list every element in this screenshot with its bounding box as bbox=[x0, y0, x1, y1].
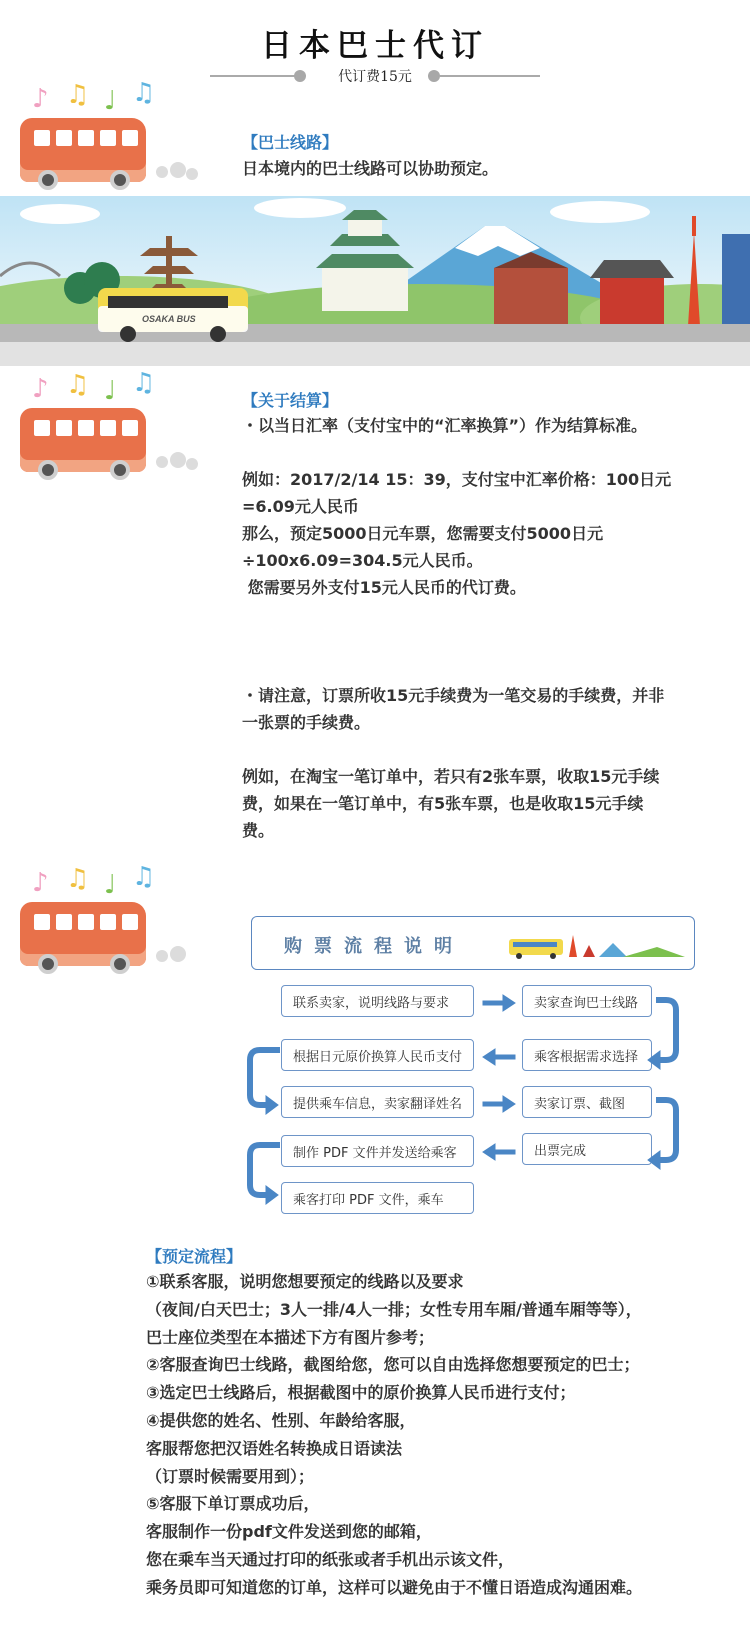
smoke-icon bbox=[156, 950, 168, 962]
music-note-icon: ♩ bbox=[104, 86, 117, 116]
wheel-icon bbox=[110, 170, 130, 190]
settlement-line: ÷100x6.09=304.5元人民币。 bbox=[242, 551, 483, 570]
music-note-icon: ♫ bbox=[66, 864, 90, 894]
arrow-head-icon bbox=[648, 1151, 660, 1169]
process-line: ③选定巴士线路后，根据截图中的原价换算人民币进行支付； bbox=[146, 1383, 576, 1403]
wheel-icon bbox=[110, 954, 130, 974]
divider-right bbox=[440, 75, 540, 77]
japan-landmarks-panorama bbox=[0, 196, 750, 366]
process-line: 客服帮您把汉语姓名转换成日语读法 bbox=[146, 1438, 403, 1458]
settlement-line bbox=[242, 655, 742, 682]
settlement-section-body bbox=[242, 412, 742, 844]
smoke-icon bbox=[186, 458, 198, 470]
arrow-left-icon bbox=[483, 1144, 515, 1160]
wheel-icon bbox=[38, 170, 58, 190]
settlement-line bbox=[242, 601, 742, 628]
music-note-icon: ♫ bbox=[66, 80, 90, 110]
process-line: 巴士座位类型在本描述下方有图片参考； bbox=[146, 1327, 435, 1347]
flow-step-box: 根据日元原价换算人民币支付 bbox=[281, 1039, 474, 1071]
arrow-head-icon bbox=[648, 1051, 660, 1069]
settlement-line: =6.09元人民币 bbox=[242, 497, 359, 516]
music-note-icon: ♫ bbox=[132, 862, 156, 892]
settlement-line: ・请注意，订票所收15元手续费为一笔交易的手续费，并非 bbox=[242, 686, 665, 705]
page-subtitle: 代订费15元 bbox=[338, 69, 412, 85]
settlement-line: 例如，在淘宝一笔订单中，若只有2张车票，收取15元手续 bbox=[242, 767, 660, 786]
flow-step-box: 卖家查询巴士线路 bbox=[522, 985, 652, 1017]
music-note-icon: ♫ bbox=[132, 78, 156, 108]
settlement-line: 那么，预定5000日元车票，您需要支付5000日元 bbox=[242, 524, 604, 543]
mini-landscape-icon bbox=[507, 925, 687, 961]
divider-dot-right bbox=[428, 70, 440, 82]
settlement-section-title: 【关于结算】 bbox=[242, 391, 339, 410]
flow-step-box: 提供乘车信息，卖家翻译姓名 bbox=[281, 1086, 474, 1118]
process-line: 客服制作一份pdf文件发送到您的邮箱， bbox=[146, 1522, 432, 1542]
arrow-right-icon bbox=[483, 995, 515, 1011]
bus-sign-text: OSAKA BUS bbox=[142, 314, 196, 324]
curved-arrow-icon bbox=[250, 1050, 280, 1105]
settlement-line: 例如：2017/2/14 15：39，支付宝中汇率价格：100日元 bbox=[242, 470, 672, 489]
wheel-icon bbox=[38, 954, 58, 974]
music-note-icon: ♩ bbox=[104, 376, 117, 406]
settlement-line: ・以当日汇率（支付宝中的“汇率换算”）作为结算标准。 bbox=[242, 416, 648, 435]
route-section-title: 【巴士线路】 bbox=[242, 133, 339, 152]
process-line: 您在乘车当天通过打印的纸张或者手机出示该文件， bbox=[146, 1549, 515, 1569]
settlement-line: 费。 bbox=[242, 821, 275, 840]
flow-step-box: 乘客根据需求选择 bbox=[522, 1039, 652, 1071]
process-section-title: 【预定流程】 bbox=[146, 1247, 243, 1266]
settlement-line bbox=[242, 736, 742, 763]
process-line: （订票时候需要用到）； bbox=[146, 1466, 315, 1486]
smoke-icon bbox=[170, 946, 186, 962]
wheel-icon bbox=[110, 460, 130, 480]
flow-step-box: 乘客打印 PDF 文件，乘车 bbox=[281, 1182, 474, 1214]
process-line: ②客服查询巴士线路，截图给您，您可以自由选择您想要预定的巴士； bbox=[146, 1355, 640, 1375]
divider-left bbox=[210, 75, 300, 77]
route-section-text: 日本境内的巴士线路可以协助预定。 bbox=[242, 159, 499, 178]
settlement-line: 一张票的手续费。 bbox=[242, 713, 371, 732]
music-note-icon: ♩ bbox=[104, 870, 117, 900]
process-line: （夜间/白天巴士；3人一排/4人一排；女性专用车厢/普通车厢等等）， bbox=[146, 1299, 642, 1319]
arrow-left-icon bbox=[483, 1049, 515, 1065]
music-note-icon: ♪ bbox=[32, 84, 49, 114]
flowchart-heading: 购票流程说明 bbox=[284, 936, 464, 957]
smoke-icon bbox=[156, 166, 168, 178]
smoke-icon bbox=[156, 456, 168, 468]
divider-dot-left bbox=[294, 70, 306, 82]
bus-music-illustration bbox=[0, 78, 200, 202]
settlement-line bbox=[242, 628, 742, 655]
process-line: 乘务员即可知道您的订单，这样可以避免由于不懂日语造成沟通困难。 bbox=[146, 1577, 643, 1597]
bus-music-illustration bbox=[0, 368, 200, 492]
settlement-line: 费，如果在一笔订单中，有5张车票，也是收取15元手续 bbox=[242, 794, 644, 813]
curved-arrow-icon bbox=[656, 1100, 676, 1160]
flowchart-heading-box bbox=[251, 916, 695, 970]
page-title: 日本巴士代订 bbox=[261, 28, 489, 64]
arrow-head-icon bbox=[266, 1096, 278, 1114]
process-line: ⑤客服下单订票成功后， bbox=[146, 1494, 320, 1514]
flowchart-arrows bbox=[236, 980, 696, 1220]
curved-arrow-icon bbox=[656, 1000, 676, 1060]
arrow-head-icon bbox=[266, 1186, 278, 1204]
music-note-icon: ♪ bbox=[32, 868, 49, 898]
curved-arrow-icon bbox=[250, 1145, 280, 1195]
bus-music-illustration bbox=[0, 862, 200, 986]
settlement-line bbox=[242, 439, 742, 466]
flow-step-box: 出票完成 bbox=[522, 1133, 652, 1165]
flow-step-box: 制作 PDF 文件并发送给乘客 bbox=[281, 1135, 474, 1167]
smoke-icon bbox=[170, 162, 186, 178]
smoke-icon bbox=[170, 452, 186, 468]
process-line: ①联系客服，说明您想要预定的线路以及要求 bbox=[146, 1272, 464, 1291]
process-section-body bbox=[146, 1268, 746, 1602]
flow-step-box: 联系卖家，说明线路与要求 bbox=[281, 985, 474, 1017]
music-note-icon: ♫ bbox=[132, 368, 156, 398]
arrow-right-icon bbox=[483, 1096, 515, 1112]
process-line: ④提供您的姓名、性别、年龄给客服， bbox=[146, 1410, 416, 1430]
music-note-icon: ♪ bbox=[32, 374, 49, 404]
smoke-icon bbox=[186, 168, 198, 180]
music-note-icon: ♫ bbox=[66, 370, 90, 400]
flow-step-box: 卖家订票、截图 bbox=[522, 1086, 652, 1118]
settlement-line: 您需要另外支付15元人民币的代订费。 bbox=[242, 578, 526, 597]
wheel-icon bbox=[38, 460, 58, 480]
landmarks-illustration bbox=[0, 196, 750, 366]
